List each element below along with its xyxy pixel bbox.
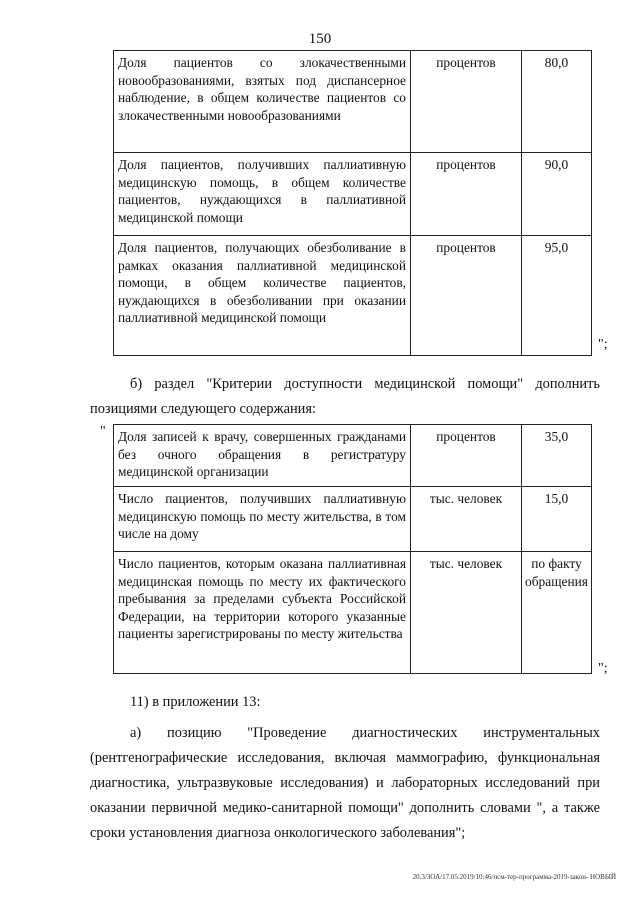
paragraph-a: а) позицию "Проведение диагностических инструментальных (рентгенографические исследования, включая маммографию, функциональная диагностика, ультразвуковые исследования) и лабораторных исследований при оказании первичной медико-санитарной помощи" дополнить словами ", а также сроки установления диагноза онкологического заболевания";	[90, 725, 600, 841]
indicator-name: Доля пациентов, получающих обезболивание в рамках оказания паллиативной медицинской помощи, в общем количестве пациентов, нуждающихся в обезболивании при оказании паллиативной медицинской помощи	[114, 236, 411, 356]
indicator-name: Число пациентов, получивших паллиативную медицинскую помощь по месту жительства, в том числе на дому	[114, 487, 411, 552]
unit-cell: процентов	[411, 153, 522, 236]
indicator-name: Доля записей к врачу, совершенных гражданами без очного обращения в регистратуру медицинской организации	[114, 425, 411, 487]
unit-cell: тыс. человек	[411, 487, 522, 552]
footer-code: 20.3/ЗОА/17.05.2019/10:46/псм-тер-программа-2019-закон- НОВЫЙ	[412, 873, 616, 881]
indicator-name: Доля пациентов, получивших паллиативную медицинскую помощь, в общем количестве пациентов, нуждающихся в паллиативной медицинской помощи	[114, 153, 411, 236]
criteria-table-2	[113, 424, 592, 674]
value-cell: 15,0	[522, 487, 592, 552]
table-row	[114, 236, 592, 356]
table-row	[114, 425, 592, 487]
unit-cell: процентов	[411, 425, 522, 487]
table-row	[114, 487, 592, 552]
unit-cell: тыс. человек	[411, 552, 522, 674]
paragraph-b: б) раздел "Критерии доступности медицинской помощи" дополнить позициями следующего содержания:	[90, 376, 600, 417]
unit-cell: процентов	[411, 51, 522, 153]
value-cell: 95,0	[522, 236, 592, 356]
value-cell: по факту обращения	[522, 552, 592, 674]
closing-quote: ";	[598, 337, 608, 352]
table-row	[114, 153, 592, 236]
closing-quote: ";	[598, 661, 608, 676]
opening-quote: "	[100, 424, 106, 439]
criteria-table-1	[113, 50, 592, 356]
indicator-name: Число пациентов, которым оказана паллиативная медицинская помощь по месту их фактического пребывания за пределами субъекта Российской Федерации, на территории которого указанные пациенты зарегистрированы по месту жительства	[114, 552, 411, 674]
paragraph-11: 11) в приложении 13:	[130, 694, 261, 710]
page-number: 150	[308, 31, 332, 47]
table-row	[114, 552, 592, 674]
value-cell: 90,0	[522, 153, 592, 236]
indicator-name: Доля пациентов со злокачественными новообразованиями, взятых под диспансерное наблюдение, в общем количестве пациентов со злокачественными новообразованиями	[114, 51, 411, 153]
value-cell: 80,0	[522, 51, 592, 153]
unit-cell: процентов	[411, 236, 522, 356]
value-cell: 35,0	[522, 425, 592, 487]
table-row	[114, 51, 592, 153]
